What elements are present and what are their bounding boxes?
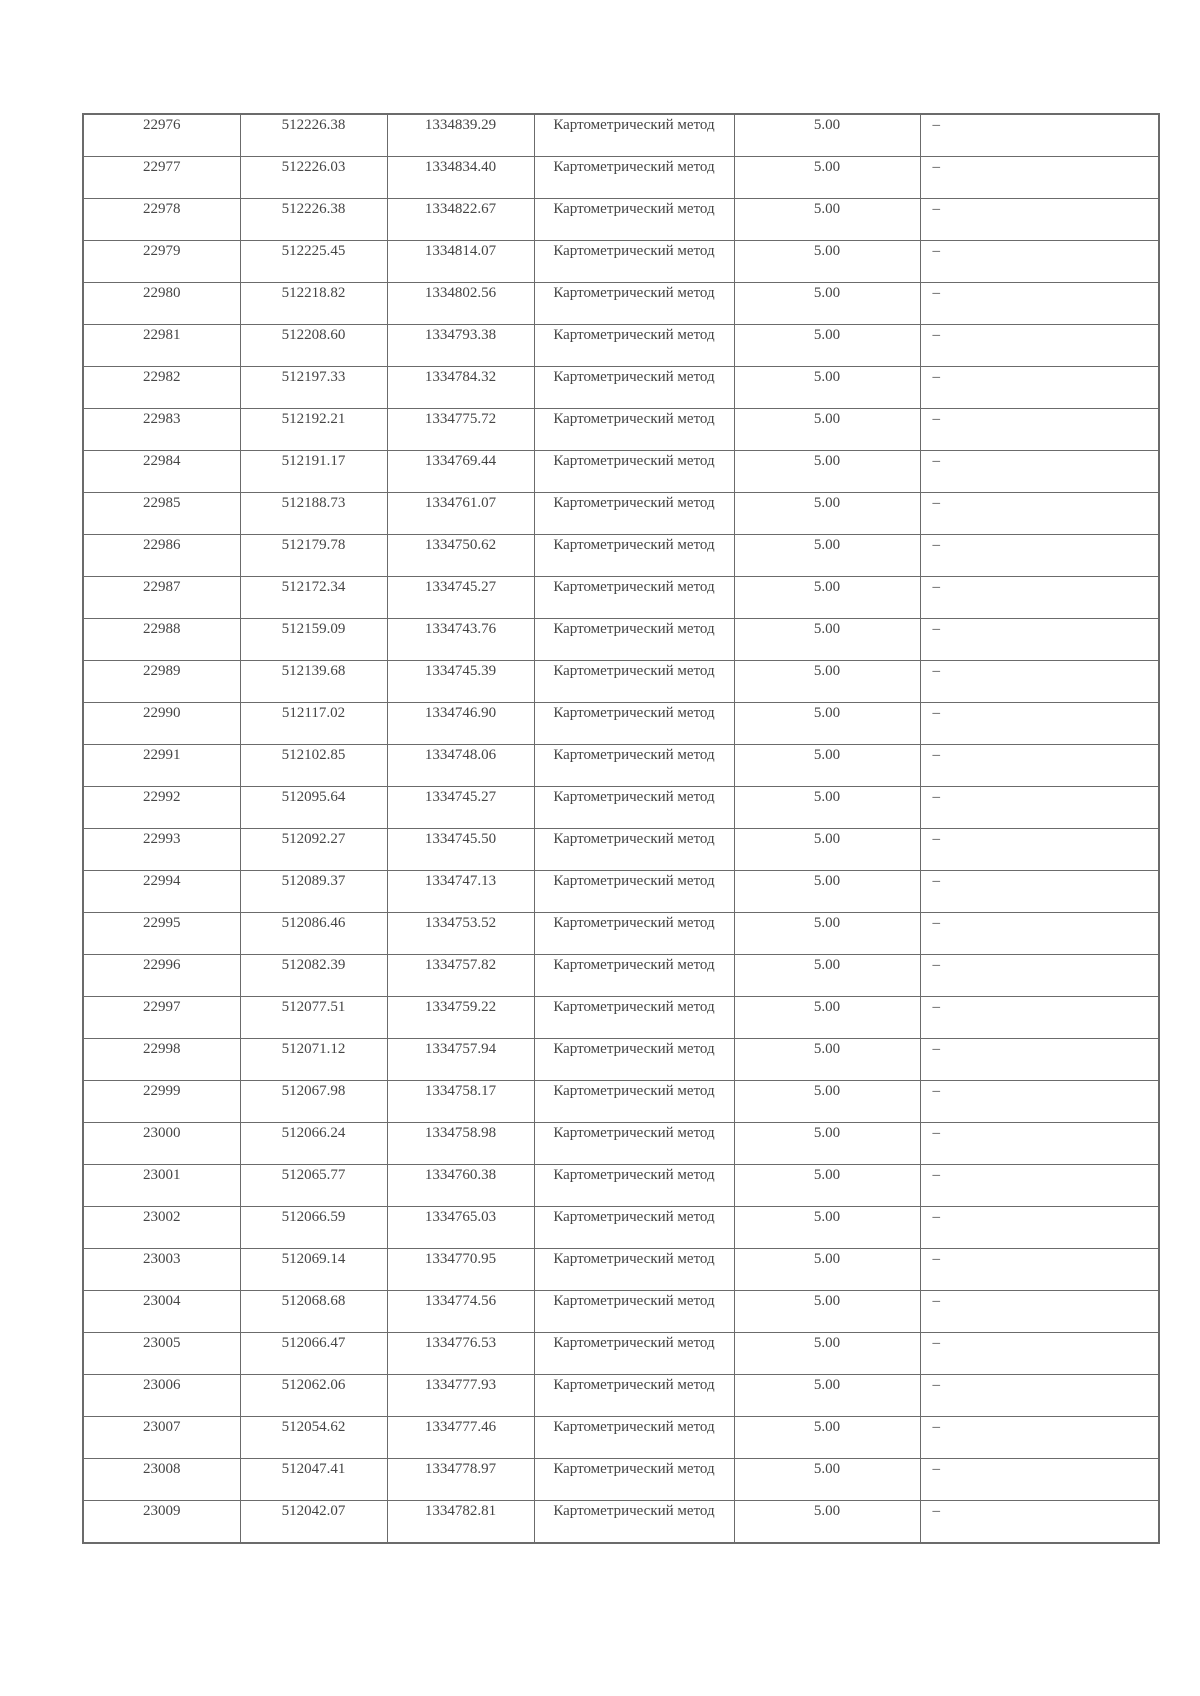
note-cell: – xyxy=(920,1249,1159,1291)
method-cell: Картометрический метод xyxy=(534,997,734,1039)
method-cell: Картометрический метод xyxy=(534,493,734,535)
note-cell: – xyxy=(920,535,1159,577)
y-coordinate-cell: 1334750.62 xyxy=(387,535,534,577)
precision-cell: 5.00 xyxy=(734,703,920,745)
x-coordinate-cell: 512067.98 xyxy=(240,1081,387,1123)
precision-cell: 5.00 xyxy=(734,325,920,367)
x-coordinate-cell: 512054.62 xyxy=(240,1417,387,1459)
point-number-cell: 23005 xyxy=(83,1333,240,1375)
y-coordinate-cell: 1334747.13 xyxy=(387,871,534,913)
note-cell: – xyxy=(920,451,1159,493)
precision-cell: 5.00 xyxy=(734,283,920,325)
point-number-cell: 23007 xyxy=(83,1417,240,1459)
y-coordinate-cell: 1334745.27 xyxy=(387,787,534,829)
y-coordinate-cell: 1334746.90 xyxy=(387,703,534,745)
precision-cell: 5.00 xyxy=(734,1165,920,1207)
x-coordinate-cell: 512117.02 xyxy=(240,703,387,745)
note-cell: – xyxy=(920,367,1159,409)
y-coordinate-cell: 1334760.38 xyxy=(387,1165,534,1207)
table-row xyxy=(83,241,1159,283)
method-cell: Картометрический метод xyxy=(534,157,734,199)
table-row xyxy=(83,1249,1159,1291)
method-cell: Картометрический метод xyxy=(534,1081,734,1123)
point-number-cell: 22998 xyxy=(83,1039,240,1081)
table-row xyxy=(83,1123,1159,1165)
point-number-cell: 22984 xyxy=(83,451,240,493)
table-row xyxy=(83,619,1159,661)
precision-cell: 5.00 xyxy=(734,1291,920,1333)
method-cell: Картометрический метод xyxy=(534,745,734,787)
precision-cell: 5.00 xyxy=(734,1459,920,1501)
point-number-cell: 22985 xyxy=(83,493,240,535)
x-coordinate-cell: 512208.60 xyxy=(240,325,387,367)
y-coordinate-cell: 1334769.44 xyxy=(387,451,534,493)
y-coordinate-cell: 1334745.27 xyxy=(387,577,534,619)
precision-cell: 5.00 xyxy=(734,157,920,199)
precision-cell: 5.00 xyxy=(734,1417,920,1459)
point-number-cell: 22976 xyxy=(83,114,240,157)
table-row xyxy=(83,1375,1159,1417)
x-coordinate-cell: 512062.06 xyxy=(240,1375,387,1417)
y-coordinate-cell: 1334743.76 xyxy=(387,619,534,661)
point-number-cell: 22980 xyxy=(83,283,240,325)
point-number-cell: 22992 xyxy=(83,787,240,829)
note-cell: – xyxy=(920,1333,1159,1375)
table-row xyxy=(83,1291,1159,1333)
y-coordinate-cell: 1334753.52 xyxy=(387,913,534,955)
point-number-cell: 22997 xyxy=(83,997,240,1039)
table-row xyxy=(83,1165,1159,1207)
y-coordinate-cell: 1334765.03 xyxy=(387,1207,534,1249)
x-coordinate-cell: 512191.17 xyxy=(240,451,387,493)
x-coordinate-cell: 512086.46 xyxy=(240,913,387,955)
precision-cell: 5.00 xyxy=(734,451,920,493)
method-cell: Картометрический метод xyxy=(534,871,734,913)
table-row xyxy=(83,1081,1159,1123)
precision-cell: 5.00 xyxy=(734,535,920,577)
point-number-cell: 22991 xyxy=(83,745,240,787)
coordinates-table-body xyxy=(83,114,1159,1543)
precision-cell: 5.00 xyxy=(734,493,920,535)
x-coordinate-cell: 512139.68 xyxy=(240,661,387,703)
table-row xyxy=(83,1333,1159,1375)
point-number-cell: 22996 xyxy=(83,955,240,997)
note-cell: – xyxy=(920,913,1159,955)
precision-cell: 5.00 xyxy=(734,1249,920,1291)
note-cell: – xyxy=(920,955,1159,997)
point-number-cell: 22994 xyxy=(83,871,240,913)
table-row xyxy=(83,535,1159,577)
method-cell: Картометрический метод xyxy=(534,367,734,409)
note-cell: – xyxy=(920,1375,1159,1417)
precision-cell: 5.00 xyxy=(734,1081,920,1123)
point-number-cell: 23006 xyxy=(83,1375,240,1417)
note-cell: – xyxy=(920,1207,1159,1249)
x-coordinate-cell: 512068.68 xyxy=(240,1291,387,1333)
x-coordinate-cell: 512095.64 xyxy=(240,787,387,829)
note-cell: – xyxy=(920,871,1159,913)
method-cell: Картометрический метод xyxy=(534,1417,734,1459)
y-coordinate-cell: 1334778.97 xyxy=(387,1459,534,1501)
method-cell: Картометрический метод xyxy=(534,787,734,829)
point-number-cell: 23003 xyxy=(83,1249,240,1291)
note-cell: – xyxy=(920,283,1159,325)
method-cell: Картометрический метод xyxy=(534,703,734,745)
y-coordinate-cell: 1334814.07 xyxy=(387,241,534,283)
precision-cell: 5.00 xyxy=(734,1123,920,1165)
precision-cell: 5.00 xyxy=(734,1501,920,1544)
y-coordinate-cell: 1334822.67 xyxy=(387,199,534,241)
x-coordinate-cell: 512179.78 xyxy=(240,535,387,577)
point-number-cell: 23002 xyxy=(83,1207,240,1249)
note-cell: – xyxy=(920,619,1159,661)
table-row xyxy=(83,325,1159,367)
method-cell: Картометрический метод xyxy=(534,1249,734,1291)
x-coordinate-cell: 512047.41 xyxy=(240,1459,387,1501)
method-cell: Картометрический метод xyxy=(534,661,734,703)
note-cell: – xyxy=(920,787,1159,829)
note-cell: – xyxy=(920,997,1159,1039)
coordinates-table xyxy=(82,113,1160,1544)
note-cell: – xyxy=(920,1165,1159,1207)
table-row xyxy=(83,745,1159,787)
x-coordinate-cell: 512077.51 xyxy=(240,997,387,1039)
table-row xyxy=(83,1501,1159,1544)
y-coordinate-cell: 1334758.17 xyxy=(387,1081,534,1123)
x-coordinate-cell: 512092.27 xyxy=(240,829,387,871)
method-cell: Картометрический метод xyxy=(534,1207,734,1249)
method-cell: Картометрический метод xyxy=(534,1123,734,1165)
note-cell: – xyxy=(920,1417,1159,1459)
point-number-cell: 22982 xyxy=(83,367,240,409)
y-coordinate-cell: 1334793.38 xyxy=(387,325,534,367)
y-coordinate-cell: 1334745.50 xyxy=(387,829,534,871)
table-row xyxy=(83,1039,1159,1081)
y-coordinate-cell: 1334777.93 xyxy=(387,1375,534,1417)
point-number-cell: 22990 xyxy=(83,703,240,745)
precision-cell: 5.00 xyxy=(734,829,920,871)
note-cell: – xyxy=(920,1123,1159,1165)
point-number-cell: 22981 xyxy=(83,325,240,367)
method-cell: Картометрический метод xyxy=(534,114,734,157)
table-row xyxy=(83,283,1159,325)
table-row xyxy=(83,955,1159,997)
precision-cell: 5.00 xyxy=(734,1375,920,1417)
x-coordinate-cell: 512065.77 xyxy=(240,1165,387,1207)
x-coordinate-cell: 512172.34 xyxy=(240,577,387,619)
point-number-cell: 22979 xyxy=(83,241,240,283)
x-coordinate-cell: 512089.37 xyxy=(240,871,387,913)
x-coordinate-cell: 512226.38 xyxy=(240,199,387,241)
x-coordinate-cell: 512225.45 xyxy=(240,241,387,283)
method-cell: Картометрический метод xyxy=(534,1291,734,1333)
method-cell: Картометрический метод xyxy=(534,955,734,997)
table-row xyxy=(83,829,1159,871)
precision-cell: 5.00 xyxy=(734,661,920,703)
note-cell: – xyxy=(920,325,1159,367)
precision-cell: 5.00 xyxy=(734,787,920,829)
x-coordinate-cell: 512082.39 xyxy=(240,955,387,997)
note-cell: – xyxy=(920,157,1159,199)
x-coordinate-cell: 512042.07 xyxy=(240,1501,387,1544)
point-number-cell: 22983 xyxy=(83,409,240,451)
y-coordinate-cell: 1334774.56 xyxy=(387,1291,534,1333)
point-number-cell: 23004 xyxy=(83,1291,240,1333)
point-number-cell: 22989 xyxy=(83,661,240,703)
y-coordinate-cell: 1334748.06 xyxy=(387,745,534,787)
y-coordinate-cell: 1334770.95 xyxy=(387,1249,534,1291)
table-row xyxy=(83,367,1159,409)
note-cell: – xyxy=(920,577,1159,619)
precision-cell: 5.00 xyxy=(734,199,920,241)
table-row xyxy=(83,1417,1159,1459)
note-cell: – xyxy=(920,241,1159,283)
method-cell: Картометрический метод xyxy=(534,1501,734,1544)
method-cell: Картометрический метод xyxy=(534,1375,734,1417)
point-number-cell: 23009 xyxy=(83,1501,240,1544)
point-number-cell: 22988 xyxy=(83,619,240,661)
point-number-cell: 23001 xyxy=(83,1165,240,1207)
table-row xyxy=(83,157,1159,199)
note-cell: – xyxy=(920,745,1159,787)
y-coordinate-cell: 1334784.32 xyxy=(387,367,534,409)
table-row xyxy=(83,1459,1159,1501)
method-cell: Картометрический метод xyxy=(534,1165,734,1207)
note-cell: – xyxy=(920,1459,1159,1501)
method-cell: Картометрический метод xyxy=(534,577,734,619)
note-cell: – xyxy=(920,114,1159,157)
point-number-cell: 23000 xyxy=(83,1123,240,1165)
point-number-cell: 22999 xyxy=(83,1081,240,1123)
precision-cell: 5.00 xyxy=(734,409,920,451)
y-coordinate-cell: 1334759.22 xyxy=(387,997,534,1039)
y-coordinate-cell: 1334775.72 xyxy=(387,409,534,451)
y-coordinate-cell: 1334757.94 xyxy=(387,1039,534,1081)
x-coordinate-cell: 512066.24 xyxy=(240,1123,387,1165)
point-number-cell: 22977 xyxy=(83,157,240,199)
point-number-cell: 22993 xyxy=(83,829,240,871)
note-cell: – xyxy=(920,1081,1159,1123)
table-row xyxy=(83,787,1159,829)
precision-cell: 5.00 xyxy=(734,871,920,913)
note-cell: – xyxy=(920,493,1159,535)
y-coordinate-cell: 1334761.07 xyxy=(387,493,534,535)
precision-cell: 5.00 xyxy=(734,913,920,955)
y-coordinate-cell: 1334757.82 xyxy=(387,955,534,997)
point-number-cell: 22987 xyxy=(83,577,240,619)
point-number-cell: 22995 xyxy=(83,913,240,955)
table-row xyxy=(83,997,1159,1039)
x-coordinate-cell: 512066.47 xyxy=(240,1333,387,1375)
method-cell: Картометрический метод xyxy=(534,409,734,451)
note-cell: – xyxy=(920,829,1159,871)
method-cell: Картометрический метод xyxy=(534,829,734,871)
precision-cell: 5.00 xyxy=(734,1207,920,1249)
x-coordinate-cell: 512066.59 xyxy=(240,1207,387,1249)
x-coordinate-cell: 512192.21 xyxy=(240,409,387,451)
x-coordinate-cell: 512159.09 xyxy=(240,619,387,661)
precision-cell: 5.00 xyxy=(734,955,920,997)
y-coordinate-cell: 1334834.40 xyxy=(387,157,534,199)
y-coordinate-cell: 1334839.29 xyxy=(387,114,534,157)
x-coordinate-cell: 512069.14 xyxy=(240,1249,387,1291)
precision-cell: 5.00 xyxy=(734,114,920,157)
method-cell: Картометрический метод xyxy=(534,619,734,661)
note-cell: – xyxy=(920,1501,1159,1544)
precision-cell: 5.00 xyxy=(734,997,920,1039)
table-row xyxy=(83,409,1159,451)
table-row xyxy=(83,913,1159,955)
precision-cell: 5.00 xyxy=(734,1039,920,1081)
precision-cell: 5.00 xyxy=(734,241,920,283)
method-cell: Картометрический метод xyxy=(534,325,734,367)
y-coordinate-cell: 1334758.98 xyxy=(387,1123,534,1165)
x-coordinate-cell: 512188.73 xyxy=(240,493,387,535)
precision-cell: 5.00 xyxy=(734,367,920,409)
point-number-cell: 22986 xyxy=(83,535,240,577)
method-cell: Картометрический метод xyxy=(534,1039,734,1081)
method-cell: Картометрический метод xyxy=(534,1459,734,1501)
precision-cell: 5.00 xyxy=(734,745,920,787)
precision-cell: 5.00 xyxy=(734,577,920,619)
note-cell: – xyxy=(920,661,1159,703)
x-coordinate-cell: 512226.03 xyxy=(240,157,387,199)
note-cell: – xyxy=(920,1291,1159,1333)
method-cell: Картометрический метод xyxy=(534,535,734,577)
method-cell: Картометрический метод xyxy=(534,241,734,283)
note-cell: – xyxy=(920,199,1159,241)
x-coordinate-cell: 512197.33 xyxy=(240,367,387,409)
table-row xyxy=(83,451,1159,493)
precision-cell: 5.00 xyxy=(734,619,920,661)
x-coordinate-cell: 512071.12 xyxy=(240,1039,387,1081)
x-coordinate-cell: 512102.85 xyxy=(240,745,387,787)
method-cell: Картометрический метод xyxy=(534,1333,734,1375)
x-coordinate-cell: 512226.38 xyxy=(240,114,387,157)
table-row xyxy=(83,661,1159,703)
y-coordinate-cell: 1334777.46 xyxy=(387,1417,534,1459)
table-row xyxy=(83,493,1159,535)
method-cell: Картометрический метод xyxy=(534,199,734,241)
point-number-cell: 22978 xyxy=(83,199,240,241)
table-row xyxy=(83,703,1159,745)
table-row xyxy=(83,577,1159,619)
table-row xyxy=(83,114,1159,157)
note-cell: – xyxy=(920,1039,1159,1081)
note-cell: – xyxy=(920,703,1159,745)
x-coordinate-cell: 512218.82 xyxy=(240,283,387,325)
y-coordinate-cell: 1334782.81 xyxy=(387,1501,534,1544)
y-coordinate-cell: 1334776.53 xyxy=(387,1333,534,1375)
method-cell: Картометрический метод xyxy=(534,913,734,955)
table-row xyxy=(83,199,1159,241)
y-coordinate-cell: 1334802.56 xyxy=(387,283,534,325)
note-cell: – xyxy=(920,409,1159,451)
point-number-cell: 23008 xyxy=(83,1459,240,1501)
method-cell: Картометрический метод xyxy=(534,451,734,493)
table-row xyxy=(83,1207,1159,1249)
method-cell: Картометрический метод xyxy=(534,283,734,325)
precision-cell: 5.00 xyxy=(734,1333,920,1375)
table-row xyxy=(83,871,1159,913)
y-coordinate-cell: 1334745.39 xyxy=(387,661,534,703)
